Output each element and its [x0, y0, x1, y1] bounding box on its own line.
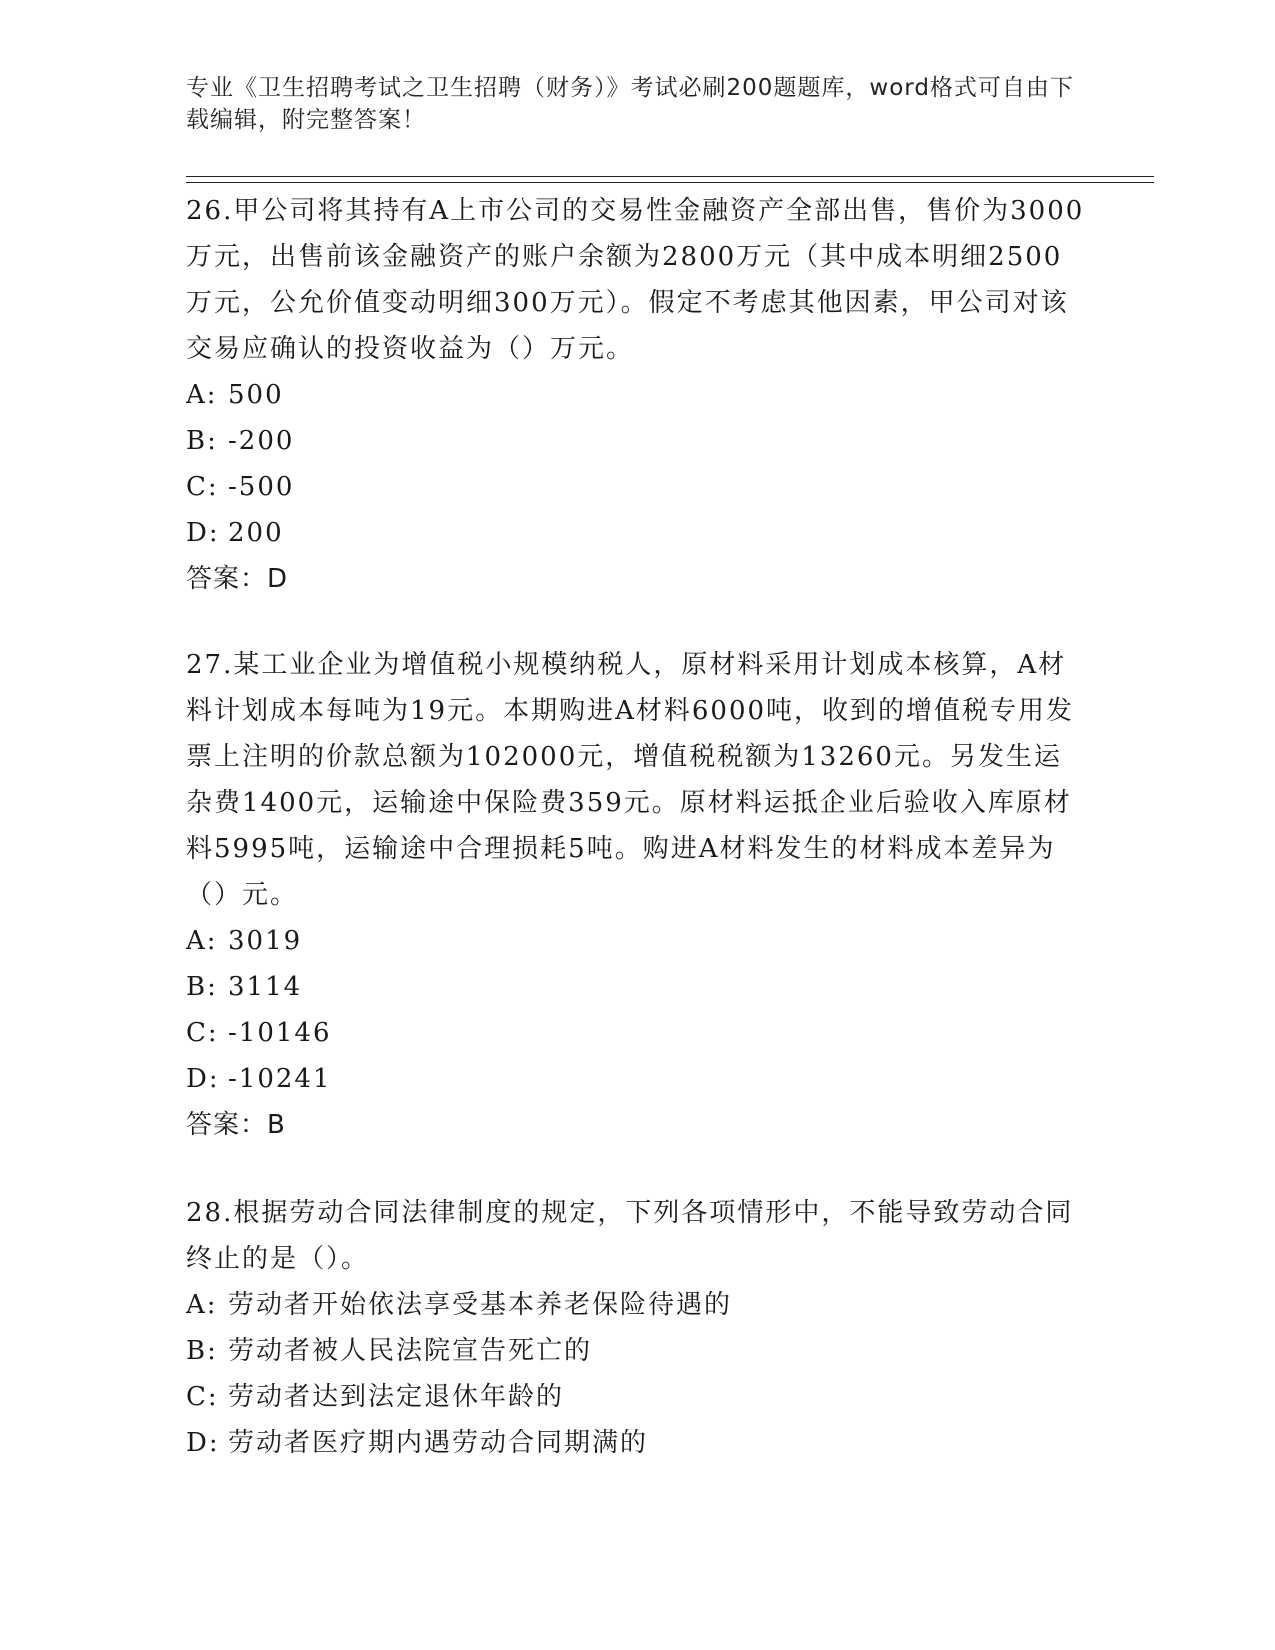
- option-text: 200: [228, 518, 284, 548]
- option-letter: D:: [186, 518, 220, 548]
- option-d: [186, 1056, 1086, 1102]
- option-letter: C:: [186, 472, 219, 502]
- question-stem: 27.某工业企业为增值税小规模纳税人，原材料采用计划成本核算，A材料计划成本每吨为19元。本期购进A材料6000吨，收到的增值税专用发票上注明的价款总额为102000元，增值税税额为13260元。另发生运杂费1400元，运输途中保险费359元。原材料运抵企业后验收入库原材料5995吨，运输途中合理损耗5吨。购进A材料发生的材料成本差异为（）元。: [186, 650, 1075, 910]
- question-stem: 28.根据劳动合同法律制度的规定，下列各项情形中，不能导致劳动合同终止的是（）。: [186, 1198, 1074, 1274]
- option-a: [186, 372, 1086, 418]
- header-divider-top: [186, 176, 1154, 177]
- option-letter: A:: [186, 1290, 218, 1320]
- option-text: 劳动者达到法定退休年龄的: [228, 1382, 565, 1412]
- option-text: 500: [228, 380, 284, 410]
- option-text: -10146: [228, 1018, 332, 1048]
- option-text: 3019: [228, 926, 303, 956]
- option-a: [186, 918, 1086, 964]
- answer-line: 答案：B: [186, 1110, 286, 1140]
- option-text: 劳动者医疗期内遇劳动合同期满的: [228, 1428, 649, 1458]
- option-text: -10241: [228, 1064, 332, 1094]
- option-a: [186, 1282, 1086, 1328]
- option-text: -200: [228, 426, 295, 456]
- question-28: [186, 1190, 1086, 1466]
- option-letter: D:: [186, 1428, 220, 1458]
- option-letter: A:: [186, 926, 218, 956]
- header-divider-bottom: [186, 182, 1154, 183]
- option-d: [186, 1420, 1086, 1466]
- option-c: [186, 1374, 1086, 1420]
- option-c: [186, 1010, 1086, 1056]
- option-letter: C:: [186, 1382, 219, 1412]
- option-text: 3114: [228, 972, 303, 1002]
- option-letter: B:: [186, 972, 218, 1002]
- option-letter: A:: [186, 380, 218, 410]
- question-26: [186, 188, 1086, 602]
- option-letter: B:: [186, 1336, 218, 1366]
- option-d: [186, 510, 1086, 556]
- option-text: -500: [228, 472, 295, 502]
- option-text: 劳动者开始依法享受基本养老保险待遇的: [228, 1290, 733, 1320]
- option-letter: D:: [186, 1064, 220, 1094]
- option-b: [186, 1328, 1086, 1374]
- question-27: [186, 642, 1086, 1148]
- option-text: 劳动者被人民法院宣告死亡的: [228, 1336, 593, 1366]
- option-b: [186, 964, 1086, 1010]
- document-header: 专业《卫生招聘考试之卫生招聘（财务）》考试必刷200题题库，word格式可自由下载编辑，附完整答案！: [186, 75, 1074, 133]
- question-stem: 26.甲公司将其持有A上市公司的交易性金融资产全部出售，售价为3000万元，出售前该金融资产的账户余额为2800万元（其中成本明细2500万元，公允价值变动明细300万元）。假定不考虑其他因素，甲公司对该交易应确认的投资收益为（）万元。: [186, 196, 1085, 364]
- option-b: [186, 418, 1086, 464]
- answer-line: 答案：D: [186, 564, 289, 594]
- option-letter: B:: [186, 426, 218, 456]
- option-c: [186, 464, 1086, 510]
- option-letter: C:: [186, 1018, 219, 1048]
